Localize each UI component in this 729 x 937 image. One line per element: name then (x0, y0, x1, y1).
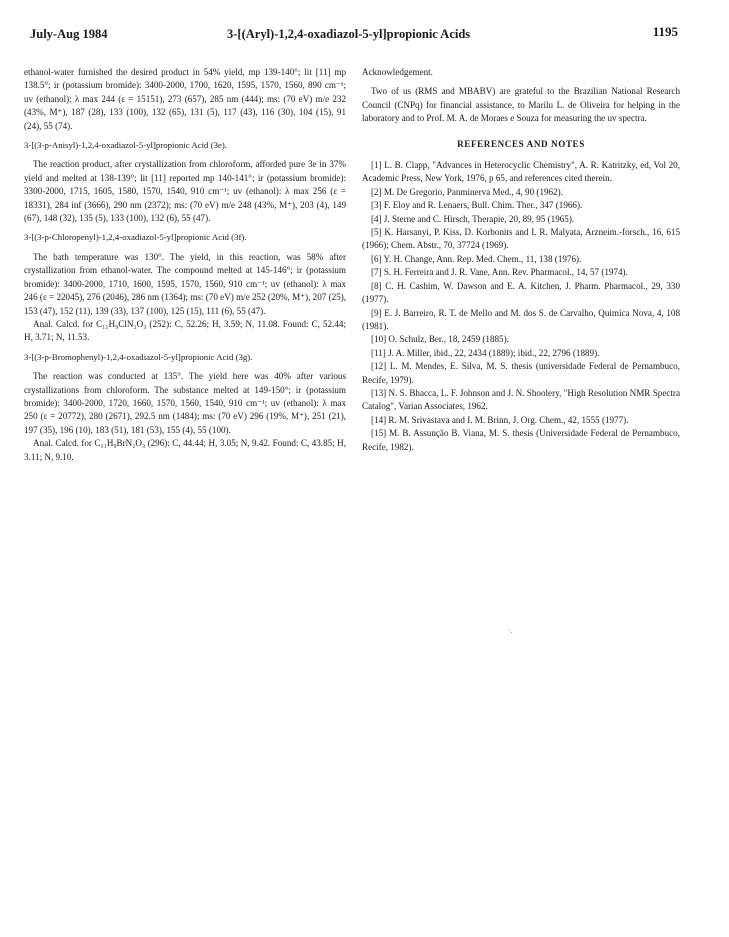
references-heading: REFERENCES AND NOTES (457, 138, 585, 149)
compound-heading-3e: 3-[(3-p-Anisyl)-1,2,4-oxadiazol-5-yl]propionic Acid (3e). (24, 140, 227, 151)
right-column (362, 66, 680, 454)
reference-item: [1] L. B. Clapp, "Advances in Heterocyclic Chemistry", A. R. Katritzky, ed, Vol 20, Academic Press, New York, 1976, p 65, and references cited therein. (362, 160, 680, 184)
stray-scan-mark: ·. (508, 626, 513, 635)
paragraph-3e: The reaction product, after crystallization from chloroform, afforded pure 3e in 37% yield and melted at 138-139°; lit [11] reported mp 140-141°; ir (potassium bromide): 3300-2000, 1715, 1605, 1580, 1570, 1540, 910 cm⁻¹; uv (ethanol): λ max 256 (ε = 18331), 284 inf (3666), 290 nm (2372); ms: (70 eV) m/e 248 (43%, M⁺), 203 (4), 149 (67), 148 (32), 135 (5), 133 (100), 132 (6), 55 (47). (24, 159, 346, 224)
compound-heading-3g: 3-[(3-p-Bromophenyl)-1,2,4-oxadiazol-5-yl]propionic Acid (3g). (24, 351, 253, 362)
reference-item: [13] N. S. Bhacca, L. F. Johnson and J. N. Shoolery, "High Resolution NMR Spectra Catalog", Varian Associates, 1962. (362, 387, 680, 412)
page-header (30, 24, 678, 47)
reference-item: [9] E. J. Barreiro, R. T. de Mello and M. dos S. de Carvalho, Quimica Nova, 4, 108 (1981). (362, 307, 680, 331)
page-number: 1195 (652, 24, 678, 39)
reference-item: [10] O. Schulz, Ber., 18, 2459 (1885). (371, 334, 509, 345)
analysis-3f: Anal. Calcd. for C₁₁H₉ClN₂O₃ (252): C, 52.26; H, 3.59; N, 11.08. Found: C, 52.44; H, 3.71; N, 11.53. (24, 318, 346, 343)
reference-item: [8] C. H. Cashim, W. Dawson and E. A. Kitchen, J. Pharm. Pharmacol., 29, 330 (1977). (362, 280, 680, 305)
reference-item: [7] S. H. Ferreira and J. R. Vane, Ann. Rev. Pharmacol., 14, 57 (1974). (371, 267, 628, 278)
reference-item: [6] Y. H. Change, Ann. Rep. Med. Chem., 11, 138 (1976). (371, 253, 582, 264)
reference-item: [15] M. B. Assunção B. Viana, M. S. thesis (Universidade Federal de Pernambuco, Recife, 1982). (362, 428, 680, 452)
reference-item: [2] M. De Gregorio, Panminerva Med., 4, 90 (1962). (371, 186, 563, 197)
reference-list (362, 159, 680, 454)
reference-item: [11] J. A. Miller, ibid., 22, 2434 (1889); ibid., 22, 2796 (1889). (371, 347, 600, 358)
reference-item: [5] K. Harsanyi, P. Kiss, D. Korbonits and I. R. Malyata, Arzneim.-forsch., 16, 615 (1966); Chem. Abstr., 70, 37724 (1969). (362, 227, 680, 251)
journal-issue-date: July-Aug 1984 (30, 27, 108, 41)
reference-item: [3] F. Eloy and R. Lenaers, Bull. Chim. Ther., 347 (1966). (371, 200, 583, 211)
paragraph-3g: The reaction was conducted at 135°. The yield here was 40% after various crystallizations from chloroform. The substance melted at 149-150°; ir (potassium bromide): 3400-2000, 1720, 1660, 1570, 1560, 1540, 910 cm⁻¹; uv (ethanol): λ max 250 (ε = 20772), 280 (2671), 292.5 nm (1484); ms: (70 eV) 296 (19%, M⁺), 251 (21), 197 (35), 196 (10), 183 (51), 181 (53), 155 (4), 55 (100). (24, 371, 346, 435)
left-column (24, 66, 346, 464)
paragraph-3d-continued: ethanol-water furnished the desired product in 54% yield, mp 139-140°; lit [11] mp 138.5°; ir (potassium bromide): 3400-2000, 1700, 1620, 1595, 1570, 1560, 890 cm⁻¹; uv (ethanol): λ max 244 (ε = 15151), 273 (657), 285 nm (444); ms: (70 eV) m/e 232 (43%, M⁺), 187 (28), 133 (100), 132 (65), 131 (5), 117 (43), 116 (30), 104 (15), 91 (24), 55 (74). (24, 67, 346, 131)
running-title: 3-[(Aryl)-1,2,4-oxadiazol-5-yl]propionic Acids (227, 27, 471, 41)
reference-item: [14] R. M. Srivastava and I. M. Brinn, J. Org. Chem., 42, 1555 (1977). (371, 414, 629, 425)
compound-heading-3f: 3-[(3-p-Chloropenyl)-1,2,4-oxadiazol-5-yl]propionic Acid (3f). (24, 232, 247, 243)
analysis-3g: Anal. Calcd. for C₁₁H₉BrN₂O₃ (296): C, 44.44; H, 3.05; N, 9.42. Found: C, 43.85; H, 3.11; N, 9.10. (24, 438, 346, 462)
acknowledgement-heading: Acknowledgement. (362, 67, 433, 77)
paragraph-3f: The bath temperature was 130°. The yield, in this reaction, was 58% after crystallization from ethanol-water. The compound melted at 145-146°; ir (potassium bromide): 3400-2000, 1710, 1600, 1595, 1570, 1560, 910 cm⁻¹; uv (ethanol): λ max 246 (ε = 22045), 276 (2046), 286 nm (1364); ms: (70 eV) m/e 252 (20%, M⁺), 207 (25), 153 (47), 152 (11), 139 (33), 137 (100), 125 (15), 111 (6), 55 (47). (24, 251, 346, 316)
acknowledgement-text: Two of us (RMS and MBABV) are grateful to the Brazilian National Research Council (CNPq) for financial assistance, to Marilu L. de Oliveira for helping in the laboratory and to Prof. M. A. de Moraes e Souza for measuring the uv spectra. (362, 86, 680, 124)
reference-item: [12] L. M. Mendes, E. Silva, M. S. thesis (universidade Federal de Pernambuco, Recife, 1979). (362, 361, 680, 385)
reference-item: [4] J. Sterne and C. Hirsch, Therapie, 20, 89, 95 (1965). (371, 213, 575, 224)
